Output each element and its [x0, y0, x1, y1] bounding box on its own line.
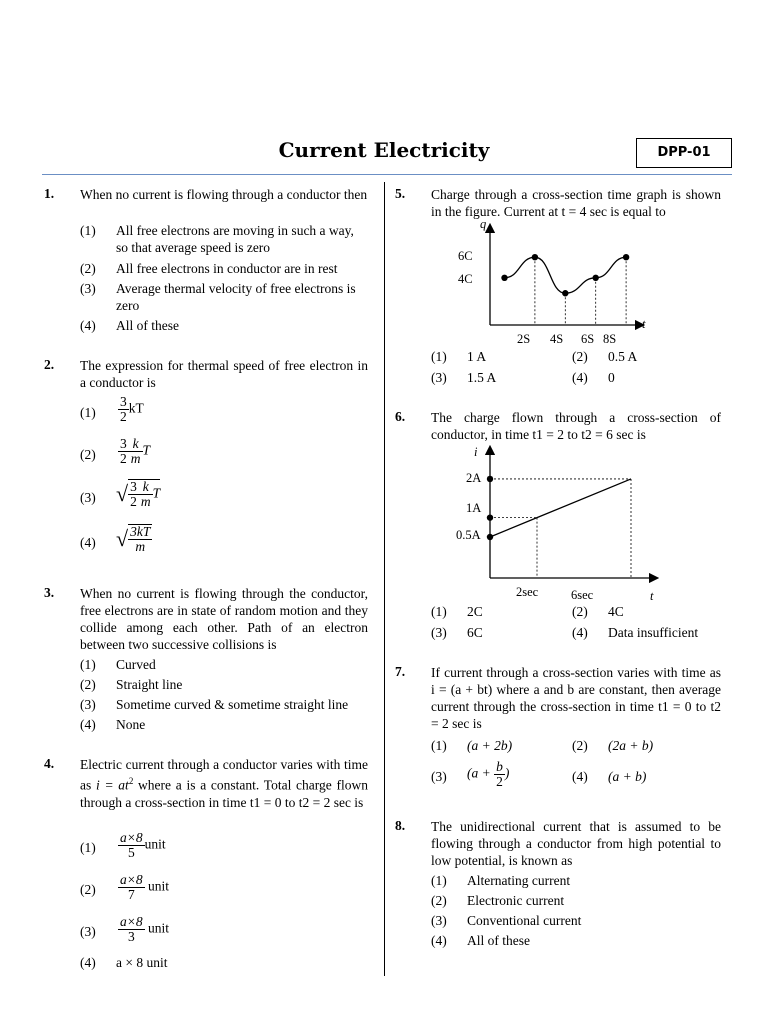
- option-number: (3): [80, 697, 96, 712]
- option-formula: $\frac{3}{2}$ kT: [120, 394, 144, 424]
- option-text: Straight line: [116, 677, 183, 692]
- question-text: The expression for thermal speed of free electron in a conductor is: [80, 358, 368, 390]
- option-number: (2): [80, 677, 96, 692]
- option-number: (2): [80, 882, 96, 897]
- option-text: Sometime curved & sometime straight line: [116, 697, 349, 712]
- question-text: If current through a cross-section varies with time as i = (a + bt) where a and b are constant, then average current through the cross-section in time t1 = 0 to t2 = 2 sec is: [431, 665, 721, 731]
- question-text: The unidirectional current that is assumed to be flowing through a conductor from high potential to low potential, is known as: [431, 819, 721, 868]
- x-axis-label: t: [642, 317, 646, 331]
- option-text: All of these: [116, 318, 179, 333]
- question-number: 3.: [44, 585, 55, 600]
- data-point: [487, 534, 493, 540]
- column-divider: [384, 182, 385, 976]
- question-text: Charge through a cross-section time graph is shown in the figure. Current at t = 4 sec is equal to: [431, 187, 721, 219]
- question-number: 1.: [44, 186, 55, 201]
- option-number: (4): [80, 955, 96, 970]
- header-divider: [42, 174, 732, 175]
- x-tick-label: 6S: [581, 332, 595, 346]
- option-number: (1): [80, 657, 96, 672]
- data-point: [593, 275, 599, 281]
- x-tick-label: 4S: [550, 332, 564, 346]
- dpp-badge: DPP-01: [636, 138, 732, 168]
- data-line: [490, 479, 631, 537]
- current-time-graph: [440, 442, 670, 604]
- option-formula: $\frac{a\times 8}{7}$ unit: [120, 872, 170, 902]
- option-number: (1): [80, 223, 96, 238]
- option-formula: $\frac{a\times 8}{3}$ unit: [120, 914, 170, 944]
- question-text: The charge flown through a cross-section of conductor, in time t1 = 2 to t2 = 6 sec is: [431, 410, 721, 442]
- y-tick-label: 2A: [466, 471, 482, 485]
- data-curve: [505, 257, 627, 293]
- option-number: (4): [80, 318, 96, 333]
- option-text: All free electrons in conductor are in rest: [116, 261, 338, 276]
- option-text: All free electrons are moving in such a way, so that average speed is zero: [116, 223, 354, 255]
- question-text: When no current is flowing through a conductor then: [80, 187, 368, 202]
- option-number: (2): [80, 261, 96, 276]
- data-point: [623, 254, 629, 260]
- option-number: (1): [80, 405, 96, 420]
- y-axis-label: i: [474, 445, 478, 459]
- option-number: (3): [80, 490, 96, 505]
- option-formula: √ $\frac{3kT}{m}$: [116, 524, 151, 554]
- option-number: (2): [80, 447, 96, 462]
- question-text: When no current is flowing through the conductor, free electrons are in state of random motion and they collide among each other. Path of an electron between two successive collisions is: [80, 586, 368, 652]
- question-number: 7.: [395, 664, 406, 679]
- data-point: [532, 254, 538, 260]
- data-point: [487, 476, 493, 482]
- y-tick-label: 0.5A: [456, 528, 481, 542]
- question-number: 8.: [395, 818, 406, 833]
- question-number: 2.: [44, 357, 55, 372]
- data-point: [501, 275, 507, 281]
- option-number: (1): [80, 840, 96, 855]
- data-point: [562, 290, 568, 296]
- option-number: (4): [80, 535, 96, 550]
- option-number: (4): [80, 717, 96, 732]
- question-text: Electric current through a conductor varies with time as $i = at^2$ where a is a constant. Total charge flown through a cross-section in time t1 = 0 to t2 = 2 sec is: [80, 757, 368, 810]
- x-axis-label: t: [650, 589, 654, 603]
- x-tick-label: 2S: [517, 332, 531, 346]
- option-text: None: [116, 717, 146, 732]
- option-text: a × 8 unit: [116, 955, 168, 970]
- y-tick-label: 4C: [458, 272, 473, 286]
- y-tick-label: 6C: [458, 249, 473, 263]
- x-tick-label: 6sec: [571, 588, 594, 602]
- page-title: Current Electricity: [278, 138, 490, 162]
- option-formula: $\frac{a\times 8}{5}$ unit: [120, 830, 166, 860]
- option-text: Curved: [116, 657, 156, 672]
- question-number: 4.: [44, 756, 55, 771]
- y-axis-label: q: [480, 218, 487, 231]
- charge-time-graph: [440, 218, 660, 346]
- question-number: 5.: [395, 186, 406, 201]
- x-tick-label: 8S: [603, 332, 617, 346]
- data-point: [487, 514, 493, 520]
- x-tick-label: 2sec: [516, 585, 539, 599]
- option-text: Average thermal velocity of free electrons is zero: [116, 281, 356, 313]
- y-tick-label: 1A: [466, 501, 482, 515]
- question-number: 6.: [395, 409, 406, 424]
- option-formula: (a + $\frac{b}{2}$ ): [467, 759, 510, 789]
- option-formula: $\frac{3}{2}$ $\frac{k}{m}$ T: [120, 436, 151, 466]
- option-number: (3): [80, 924, 96, 939]
- option-formula: √ $\frac{3}{2}$ $\frac{k}{m}$ T: [116, 479, 161, 509]
- option-number: (3): [80, 281, 96, 296]
